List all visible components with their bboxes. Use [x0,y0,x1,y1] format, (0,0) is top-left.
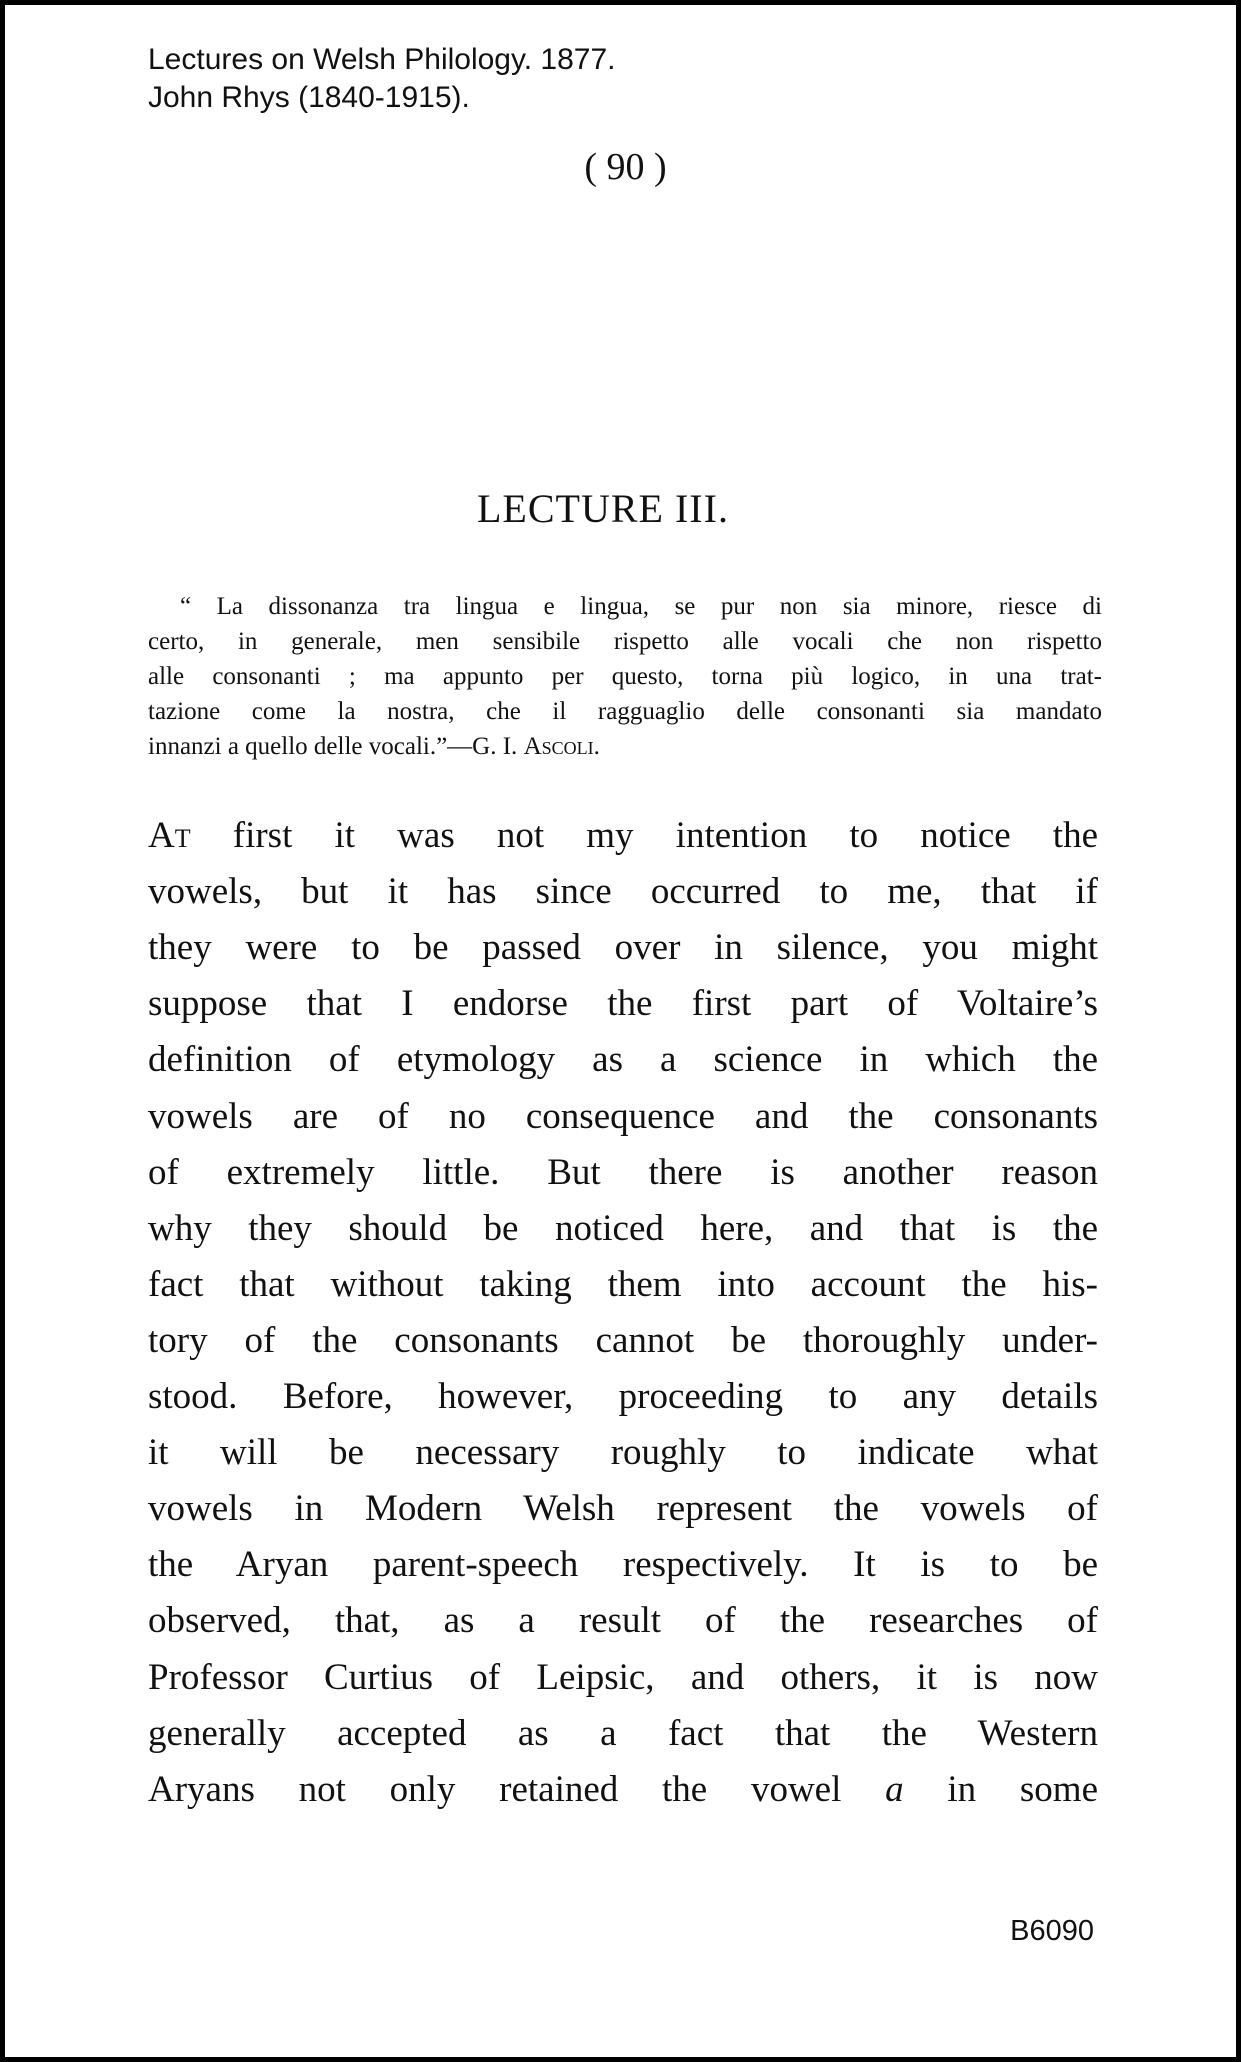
epigraph-line [148,697,1102,727]
body-line-text: suppose that I endorse the first part of Voltaire’s [148,983,1098,1025]
body-line [148,1656,1098,1700]
body-line-text: vowels in Modern Welsh represent the vowels of [148,1488,1098,1530]
epigraph-line [180,592,1102,622]
body-line-text: fact that without taking them into account the his- [148,1263,1098,1305]
body-line-text: generally accepted as a fact that the Western [148,1712,1098,1754]
italic-vowel: a [885,1768,904,1810]
body-line [148,1038,1098,1082]
body-line-text: vowels are of no consequence and the consonants [148,1095,1098,1137]
body-line-text: first it was not my intention to notice the [232,815,1098,856]
drop-word: At [148,815,191,856]
body-line [148,1263,1098,1307]
body-line [148,982,1098,1026]
body-line [148,1768,1098,1812]
body-line [148,1151,1098,1195]
body-line [148,1712,1098,1756]
body-line [148,1319,1098,1363]
epigraph-line-text: “ La dissonanza tra lingua e lingua, se pur non sia minore, riesce di [180,593,1102,620]
body-line-text: Professor Curtius of Leipsic, and others, it is now [148,1656,1098,1698]
body-line-text: of extremely little. But there is another reason [148,1151,1098,1193]
epigraph-line-text: certo, in generale, men sensibile rispetto alle vocali che non rispetto [148,628,1102,655]
body-line-text: they were to be passed over in silence, you might [148,927,1098,969]
body-line-text: why they should be noticed here, and that is the [148,1207,1098,1249]
body-line-text: observed, that, as a result of the researches of [148,1600,1098,1642]
body-line-text: it will be necessary roughly to indicate what [148,1432,1098,1474]
epigraph-line [148,662,1102,692]
page-number: ( 90 ) [584,146,667,188]
body-line-end: in some [947,1768,1099,1810]
document-page [5,5,1236,2057]
lecture-heading: LECTURE III. [477,486,729,531]
epigraph-line-text: alle consonanti ; ma appunto per questo, torna più logico, in una trat- [148,663,1102,690]
body-line [148,1543,1098,1587]
epigraph-line-text: innanzi a quello delle vocali.”—G. I. [148,733,518,760]
epigraph-line [148,627,1102,657]
body-line [148,1207,1098,1251]
epigraph-author: Ascoli. [523,733,600,760]
body-line [148,814,1098,858]
header-title: Lectures on Welsh Philology. 1877. [148,43,616,76]
catalog-code: B6090 [1010,1915,1094,1947]
body-line [148,870,1098,914]
body-line-text: vowels, but it has since occurred to me, that if [148,871,1098,913]
header-author: John Rhys (1840-1915). [148,81,470,114]
body-line [148,926,1098,970]
body-line-text: tory of the consonants cannot be thoroughly under- [148,1319,1098,1361]
body-line [148,1599,1098,1643]
body-line [148,1431,1098,1475]
body-line-text: Aryans not only retained the vowel [148,1768,842,1810]
body-line [148,1487,1098,1531]
epigraph-line-text: tazione come la nostra, che il ragguaglio delle consonanti sia mandato [148,698,1102,725]
body-line [148,1375,1098,1419]
body-line-text: definition of etymology as a science in which the [148,1039,1098,1081]
epigraph-line [148,732,1102,762]
body-line-text: stood. Before, however, proceeding to any details [148,1376,1098,1417]
body-line-text: the Aryan parent-speech respectively. It is to be [148,1544,1098,1586]
body-line [148,1095,1098,1139]
